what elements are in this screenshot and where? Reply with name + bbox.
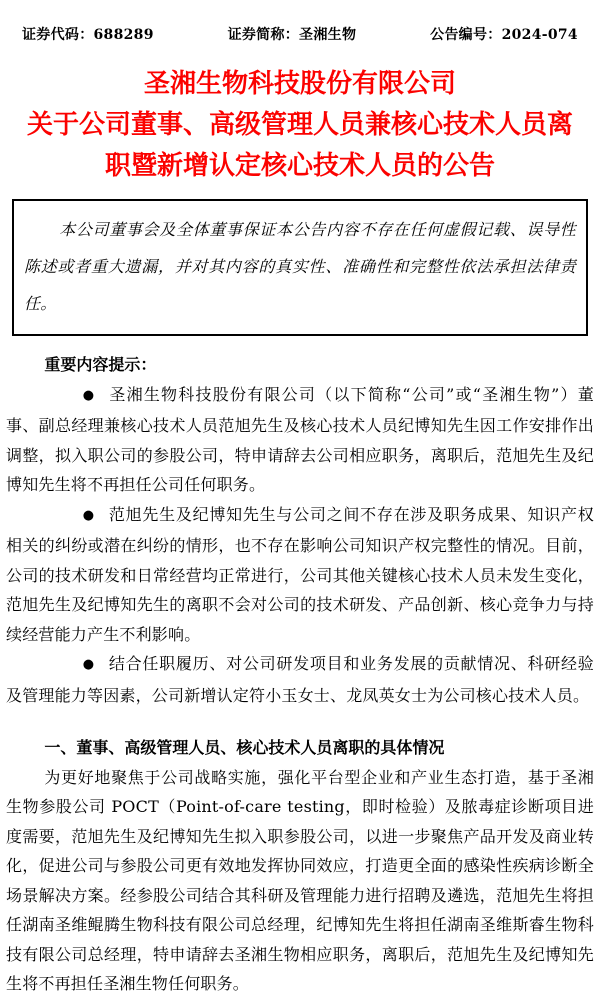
announcement-number: 公告编号：2024-074 <box>430 27 578 43</box>
disclaimer-text: 本公司董事会及全体董事保证本公告内容不存在任何虚假记载、误导性陈述或者重大遗漏，并对其内容的真实性、准确性和完整性依法承担法律责任。 <box>24 220 576 313</box>
notice-bullet-3 <box>6 649 594 710</box>
title-line-3: 职暨新增认定核心技术人员的公告 <box>104 151 495 181</box>
bullet-icon: ● <box>82 387 95 403</box>
notice-bullet-1-text: 圣湘生物科技股份有限公司（以下简称“公司”或“圣湘生物”）董事、副总经理兼核心技术人员范旭先生及核心技术人员纪博知先生因工作安排作出调整，拟入职公司的参股公司，特申请辞去公司相应职务，离职后，范旭先生及纪博知先生将不再担任公司任何职务。 <box>6 384 594 494</box>
notice-bullet-2 <box>6 500 594 650</box>
section-1-heading: 一、董事、高级管理人员、核心技术人员离职的具体情况 <box>44 738 445 757</box>
bullet-icon: ● <box>82 657 95 672</box>
section-1-paragraph: 为更好地聚焦于公司战略实施，强化平台型企业和产业生态打造，基于圣湘生物参股公司 POCT（Point-of-care testing，即时检验）及脓毒症诊断项目进度需要，范旭先生及纪博知先生拟入职参股公司，以进一步聚焦产品开发及商业转化，促进公司与参股公司更有效地发挥协同效应，打造更全面的感染性疾病诊断全场景解决方案。经参股公司结合其科研及管理能力进行招聘及遴选，范旭先生将担任湖南圣维鲲腾生物科技有限公司总经理，纪博知先生将担任湖南圣维斯睿生物科技有限公司总经理，特申请辞去圣湘生物相应职务，离职后，范旭先生及纪博知先生将不再担任圣湘生物任何职务。 <box>6 767 594 993</box>
title-line-2: 关于公司董事、高级管理人员兼核心技术人员离 <box>26 110 573 140</box>
bullet-icon: ● <box>82 507 95 523</box>
document-body <box>6 350 594 999</box>
stock-code: 证券代码：688289 <box>22 27 154 43</box>
notice-bullet-2-text: 范旭先生及纪博知先生与公司之间不存在涉及职务成果、知识产权相关的纠纷或潜在纠纷的情形，也不存在影响公司知识产权完整性的情况。目前，公司的技术研发和日常经营均正常进行，公司其他关键核心技术人员未发生变化，范旭先生及纪博知先生的离职不会对公司的技术研发、产品创新、核心竞争力与持续经营能力产生不利影响。 <box>6 504 594 644</box>
board-disclaimer-box <box>12 199 588 336</box>
notice-bullet-1 <box>6 380 594 500</box>
notice-bullet-3-text: 结合任职履历、对公司研发项目和业务发展的贡献情况、科研经验及管理能力等因素，公司新增认定符小玉女士、龙凤英女士为公司核心技术人员。 <box>6 654 594 705</box>
page-title <box>6 64 594 187</box>
document-header <box>6 24 594 44</box>
title-line-1: 圣湘生物科技股份有限公司 <box>143 69 456 99</box>
important-notice-heading: 重要内容提示： <box>44 355 157 374</box>
stock-short-name: 证券简称：圣湘生物 <box>227 27 357 43</box>
